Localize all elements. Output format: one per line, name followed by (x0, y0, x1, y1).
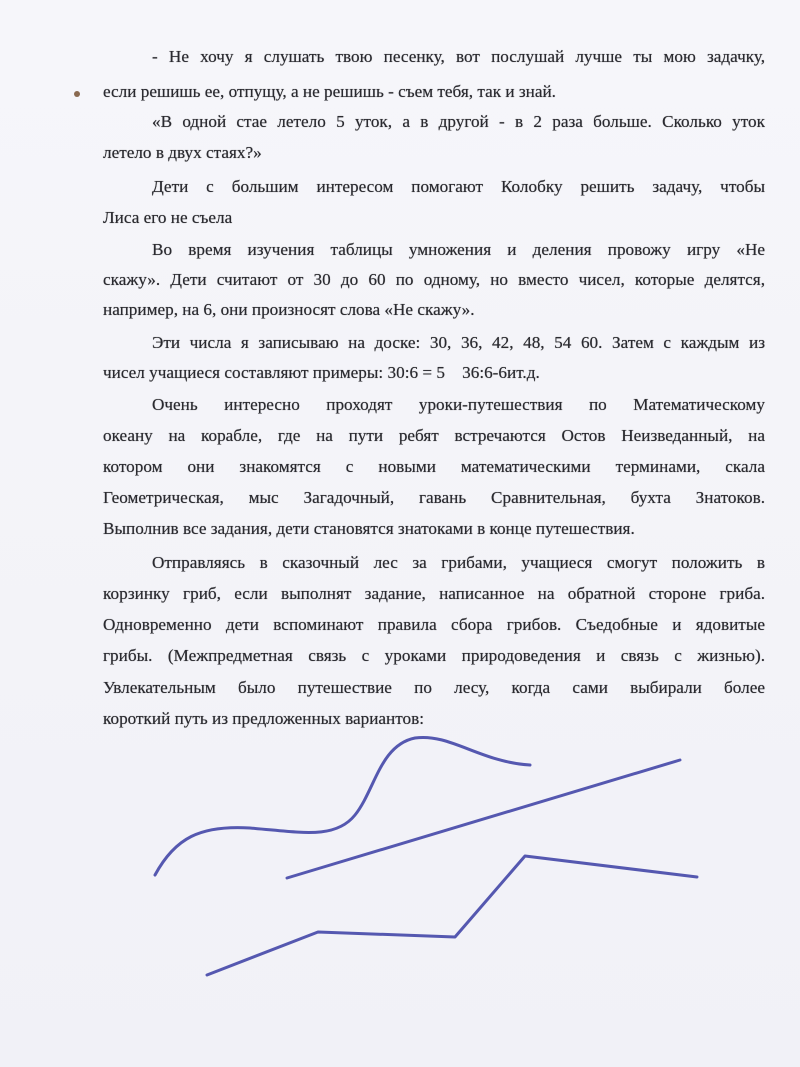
text-line: например, на 6, они произносят слова «Не скажу». (103, 300, 475, 319)
text-line: чисел учащиеся составляют примеры: 30:6 = 5 36:6-6ит.д. (103, 363, 540, 382)
text-line: котором они знакомятся с новыми математическими терминами, скала (103, 457, 765, 476)
straight-path (287, 760, 680, 878)
curved-path (155, 737, 530, 875)
text-line: Дети с большим интересом помогают Колобку решить задачу, чтобы (152, 177, 765, 196)
text-line: Увлекательным было путешествие по лесу, когда сами выбирали более (103, 678, 765, 697)
text-line: грибы. (Межпредметная связь с уроками природоведения и связь с жизнью). (103, 646, 765, 665)
text-line: Очень интересно проходят уроки-путешествия по Математическому (152, 395, 765, 414)
text-line: Лиса его не съела (103, 208, 233, 227)
text-line: Геометрическая, мыс Загадочный, гавань Сравнительная, бухта Знатоков. (103, 488, 765, 507)
text-line: океану на корабле, где на пути ребят встречаются Остов Неизведанный, на (103, 426, 765, 445)
text-line: короткий путь из предложенных вариантов: (103, 709, 425, 728)
text-line: если решишь ее, отпущу, а не решишь - съем тебя, так и знай. (103, 82, 556, 101)
text-line: Отправляясь в сказочный лес за грибами, учащиеся смогут положить в (152, 553, 765, 572)
text-line: Эти числа я записываю на доске: 30, 36, 42, 48, 54 60. Затем с каждым из (152, 333, 765, 352)
broken-path (207, 856, 697, 975)
text-line: - Не хочу я слушать твою песенку, вот послушай лучше ты мою задачку, (152, 47, 765, 66)
text-line: Одновременно дети вспоминают правила сбора грибов. Съедобные и ядовитые (103, 615, 765, 634)
text-line: «В одной стае летело 5 уток, а в другой - в 2 раза больше. Сколько уток (152, 112, 765, 131)
text-line: летело в двух стаях?» (103, 143, 262, 162)
text-line: Выполнив все задания, дети становятся знатоками в конце путешествия. (103, 519, 635, 538)
text-line: корзинку гриб, если выполнят задание, написанное на обратной стороне гриба. (103, 584, 765, 603)
text-line: Во время изучения таблицы умножения и деления провожу игру «Не (152, 240, 765, 259)
text-line: скажу». Дети считают от 30 до 60 по одному, но вместо чисел, которые делятся, (103, 270, 765, 289)
